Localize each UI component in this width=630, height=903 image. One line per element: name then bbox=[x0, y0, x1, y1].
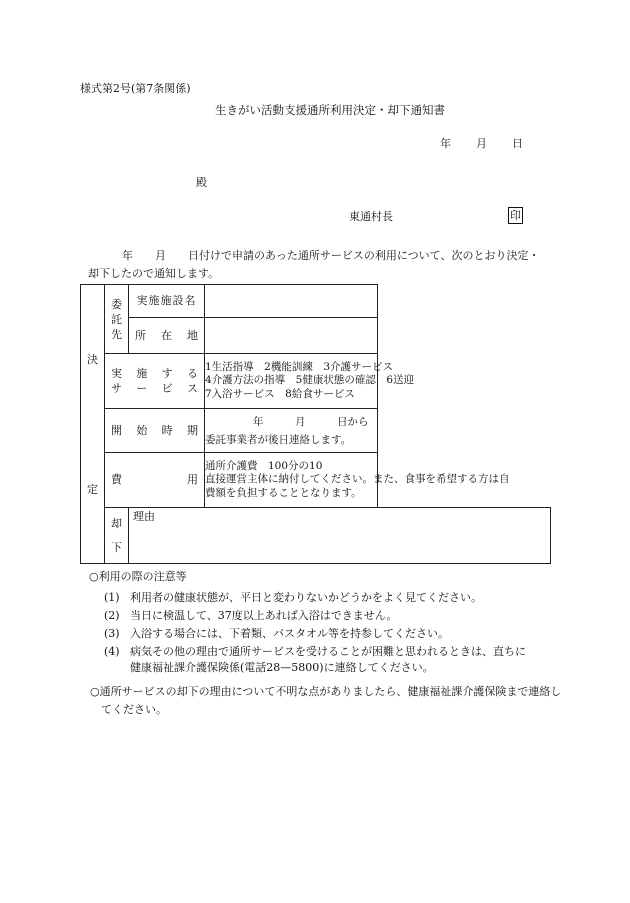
service-list-line: 4介護方法の指導 5健康状態の確認 6送迎 bbox=[205, 374, 415, 387]
service-char: ス bbox=[186, 382, 198, 395]
decision-label-cell bbox=[81, 285, 105, 564]
notes-title: ○利用の際の注意等 bbox=[89, 570, 187, 583]
cost-line: 費額を負担することとなります。 bbox=[205, 486, 362, 499]
cost-line: 直接運営主体に納付してください。また、食事を希望する方は自 bbox=[205, 473, 510, 486]
service-char: ー bbox=[136, 382, 148, 395]
addressee-suffix: 殿 bbox=[196, 176, 207, 189]
location-value[interactable] bbox=[205, 318, 378, 354]
note-item bbox=[104, 625, 449, 641]
service-list-line: 7入浴サービス 8給食サービス bbox=[205, 387, 355, 400]
note-item bbox=[104, 643, 526, 659]
date-day-label: 日 bbox=[512, 137, 523, 150]
date-year-label: 年 bbox=[440, 137, 451, 150]
service-list-cell bbox=[205, 354, 415, 409]
note-text: 病気その他の理由で通所サービスを受けることが困難と思われるときは、直ちに bbox=[130, 645, 526, 658]
reject-label-cell bbox=[105, 508, 129, 564]
start-date-line: 年 月 日から bbox=[253, 415, 369, 428]
decision-char-1: 決 bbox=[87, 352, 98, 366]
consign-char: 委 bbox=[111, 297, 122, 311]
date-month-label: 月 bbox=[476, 137, 487, 150]
decision-char-2: 定 bbox=[87, 482, 98, 496]
note-number: (3) bbox=[104, 627, 120, 640]
start-value-cell bbox=[205, 409, 378, 453]
rejection-inquiry-note: ○通所サービスの却下の理由について不明な点がありましたら、健康福祉課介護保険まで連絡してください。 bbox=[90, 685, 562, 716]
service-label-cell bbox=[105, 354, 205, 409]
location-char: 所 bbox=[135, 328, 146, 342]
service-char: ビ bbox=[161, 382, 173, 395]
service-char: 実 bbox=[111, 367, 122, 380]
intro-paragraph: 年 月 日付けで申請のあった通所サービスの利用について、次のとおり決定・却下したので通知します。 bbox=[88, 249, 540, 280]
issuer-name: 東通村長 bbox=[349, 210, 393, 223]
note-text: 入浴する場合には、下着類、バスタオル等を持参してください。 bbox=[130, 627, 449, 640]
consign-char: 託 bbox=[111, 312, 122, 326]
service-char: す bbox=[161, 367, 173, 380]
note-text: 当日に検温して、37度以上あれば入浴はできません。 bbox=[130, 609, 398, 622]
cost-line: 通所介護費 100分の10 bbox=[205, 460, 323, 473]
reject-char-1: 却 bbox=[111, 516, 122, 530]
service-list-line: 1生活指導 2機能訓練 3介護サービス bbox=[205, 361, 394, 374]
consign-char: 先 bbox=[111, 327, 122, 341]
date-line bbox=[440, 137, 523, 150]
form-number: 様式第2号(第7条関係) bbox=[80, 82, 191, 95]
document-title: 生きがい活動支援通所利用決定・却下通知書 bbox=[215, 103, 445, 117]
seal-box: 印 bbox=[510, 209, 521, 222]
location-char: 在 bbox=[161, 328, 172, 342]
start-char: 時 bbox=[161, 423, 173, 437]
cost-value-cell bbox=[205, 453, 510, 508]
note-number: (2) bbox=[104, 609, 120, 622]
location-char: 地 bbox=[187, 328, 198, 342]
note-number: (4) bbox=[104, 645, 120, 658]
service-char: 施 bbox=[136, 367, 148, 380]
note-4-continuation: 健康福祉課介護保険係(電話28—5800)に連絡してください。 bbox=[130, 661, 434, 674]
start-char: 始 bbox=[136, 423, 148, 437]
service-char: る bbox=[186, 367, 198, 380]
start-note: 委託事業者が後日連絡します。 bbox=[205, 433, 352, 446]
reject-reason-cell[interactable] bbox=[129, 508, 551, 564]
note-text: 利用者の健康状態が、平日と変わりないかどうかをよく見てください。 bbox=[130, 591, 482, 604]
cost-label-cell bbox=[105, 453, 205, 508]
reject-char-2: 下 bbox=[111, 540, 122, 554]
cost-char: 用 bbox=[187, 473, 198, 487]
facility-label: 実施施設名 bbox=[129, 285, 205, 318]
note-number: (1) bbox=[104, 591, 120, 604]
service-char: サ bbox=[111, 382, 122, 395]
note-item bbox=[104, 607, 397, 623]
start-char: 開 bbox=[111, 423, 122, 437]
facility-value[interactable] bbox=[205, 285, 378, 318]
consign-label-cell bbox=[105, 285, 129, 354]
note-item bbox=[104, 589, 482, 605]
cost-char: 費 bbox=[111, 473, 122, 487]
start-char: 期 bbox=[186, 423, 198, 437]
decision-table bbox=[80, 284, 551, 564]
reason-label: 理由 bbox=[133, 510, 155, 523]
start-label-cell bbox=[105, 409, 205, 453]
location-label-cell bbox=[129, 318, 205, 354]
